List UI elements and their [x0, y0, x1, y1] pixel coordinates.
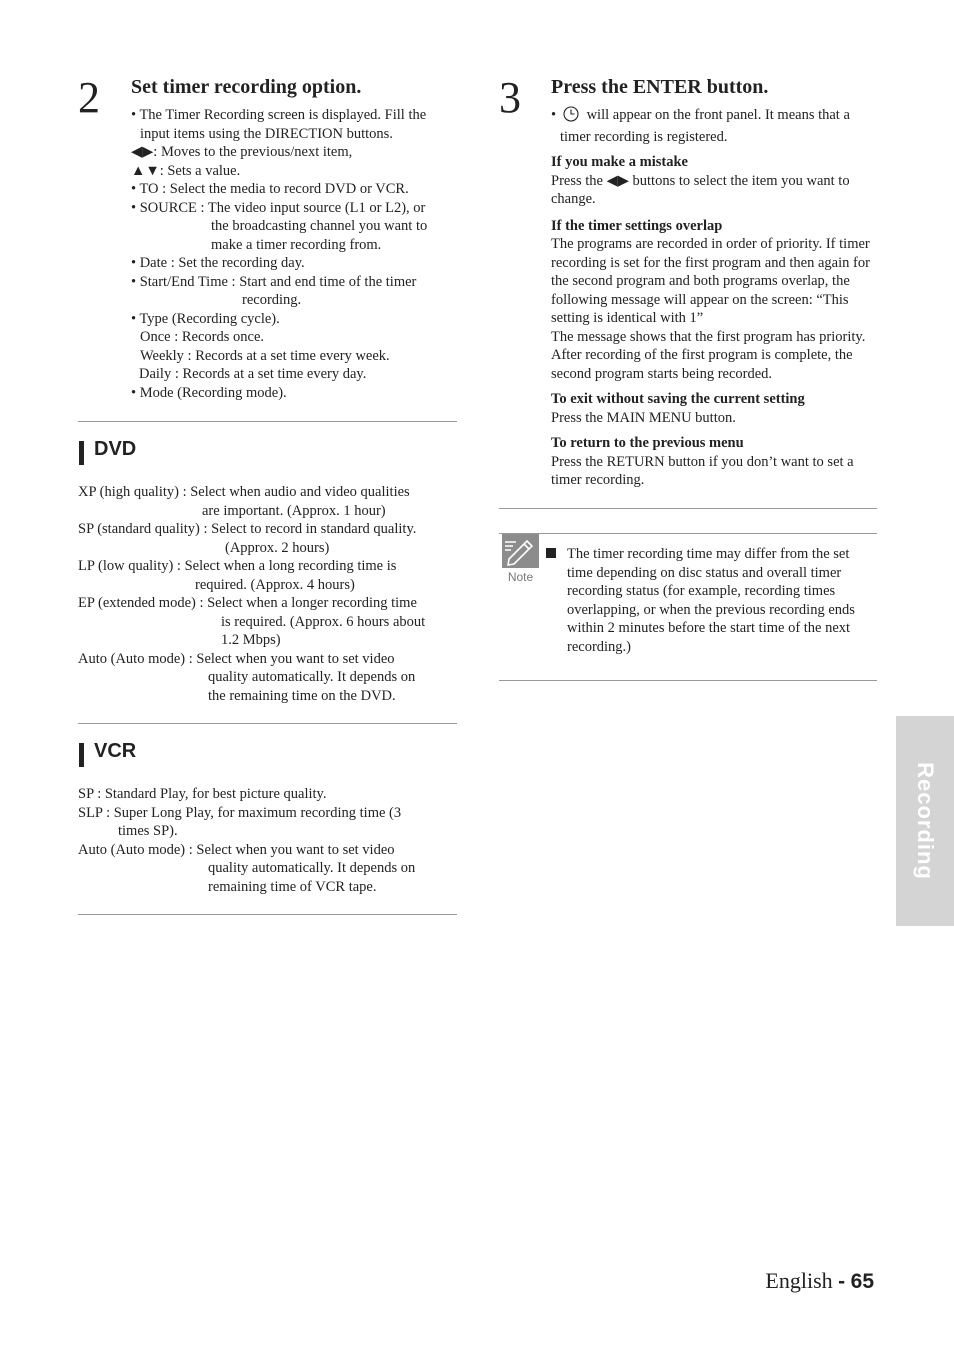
text-line: • will appear on the front panel. It means that a [551, 106, 881, 128]
text-line: EP (extended mode) : Select when a longer recording time [78, 595, 417, 611]
section-marker [79, 441, 84, 465]
text-line: • Type (Recording cycle). [131, 310, 280, 327]
text-line: Press the ◀▶ buttons to select the item you want to [551, 172, 850, 189]
text-line: second program starts being recorded. [551, 365, 773, 382]
text-line: Weekly : Records at a set time every week. [140, 347, 390, 364]
text-line: following message will appear on the screen: “This [551, 291, 849, 308]
text-line: After recording of the first program is complete, the [551, 347, 853, 363]
divider [499, 680, 877, 681]
step2-instructions [131, 106, 461, 402]
text-line: The programs are recorded in order of priority. If timer [551, 236, 870, 252]
text-line: Press the MAIN MENU button. [551, 409, 736, 426]
text-line: within 2 minutes before the start time of the next [567, 620, 851, 636]
text-line: • Mode (Recording mode). [131, 384, 287, 401]
clock-icon [563, 106, 579, 128]
text-line: ◀▶: Moves to the previous/next item, [131, 144, 353, 160]
text-line: Press the RETURN button if you don’t want to set a [551, 453, 854, 470]
subheading: If you make a mistake [551, 154, 688, 170]
text-line: timer recording is registered. [560, 128, 728, 145]
divider [499, 533, 877, 534]
text-line: is required. (Approx. 6 hours about [221, 613, 426, 630]
text-line: ▲▼: Sets a value. [131, 162, 241, 179]
subheading: To exit without saving the current setting [551, 391, 805, 407]
step-number: 3 [499, 73, 521, 122]
text-line: timer recording. [551, 472, 645, 488]
chapter-tab-label: Recording [913, 762, 938, 880]
text-line: (Approx. 2 hours) [225, 539, 330, 556]
text-line: The timer recording time may differ from the set [567, 546, 850, 562]
text-line: • Date : Set the recording day. [131, 255, 305, 271]
text-line: the second program and both programs overlap, the [551, 273, 850, 289]
text-line: Daily : Records at a set time every day. [139, 366, 367, 382]
text-line: overlapping, or when the previous recording ends [567, 601, 855, 618]
text-line: times SP). [118, 823, 178, 839]
text-line: the broadcasting channel you want to [211, 218, 428, 234]
text-line: LP (low quality) : Select when a long recording time is [78, 558, 397, 574]
text-line: setting is identical with 1” [551, 310, 704, 326]
text-line: remaining time of VCR tape. [208, 878, 377, 895]
step-number: 2 [78, 73, 100, 122]
text-line: the remaining time on the DVD. [208, 687, 396, 704]
section-marker [79, 743, 84, 767]
footer-language: English [765, 1268, 833, 1293]
note-label: Note [507, 570, 534, 584]
text-line: XP (high quality) : Select when audio and video qualities [78, 484, 410, 500]
text-line: Once : Records once. [140, 329, 265, 345]
note-text [567, 545, 867, 656]
step-title: Press the ENTER button. [551, 76, 769, 98]
text-line: 1.2 Mbps) [221, 632, 281, 648]
text-line: SP (standard quality) : Select to record in standard quality. [78, 521, 417, 537]
subheading: If the timer settings overlap [551, 217, 723, 234]
text-line: SLP : Super Long Play, for maximum recording time (3 [78, 804, 402, 821]
footer-separator: - [838, 1270, 846, 1293]
section-title-vcr: VCR [94, 740, 137, 762]
divider [78, 723, 457, 724]
text-line: input items using the DIRECTION buttons. [140, 125, 393, 142]
text-line: quality automatically. It depends on [208, 860, 416, 876]
text-line: change. [551, 191, 596, 207]
square-bullet-icon [546, 548, 556, 558]
chapter-side-tab [896, 716, 954, 926]
divider [78, 914, 457, 915]
panel-message: will appear on the front panel. It means that a [586, 107, 850, 123]
page-number: 65 [850, 1270, 874, 1293]
step-title: Set timer recording option. [131, 76, 362, 98]
text-line: Auto (Auto mode) : Select when you want to set video [78, 841, 395, 858]
text-line: • Start/End Time : Start and end time of the timer [131, 273, 417, 290]
text-line: The message shows that the first program has priority. [551, 328, 866, 345]
text-line: make a timer recording from. [211, 236, 382, 253]
text-line: time depending on disc status and overall timer [567, 564, 842, 581]
divider [78, 421, 457, 422]
text-line: SP : Standard Play, for best picture quality. [78, 786, 327, 802]
text-line: quality automatically. It depends on [208, 669, 416, 685]
subheading: To return to the previous menu [551, 435, 744, 451]
vcr-modes [78, 785, 458, 896]
step3-instructions [551, 106, 881, 490]
text-line: required. (Approx. 4 hours) [195, 576, 355, 593]
page-footer [765, 1268, 874, 1294]
text-line: • SOURCE : The video input source (L1 or L2), or [131, 199, 426, 216]
text-line: recording.) [567, 638, 632, 655]
section-title-dvd: DVD [94, 438, 137, 460]
note-pencil-icon [502, 534, 539, 568]
text-line: recording is set for the first program and then again for [551, 254, 870, 271]
text-line: recording. [242, 292, 302, 308]
text-line: • The Timer Recording screen is displayed. Fill the [131, 107, 427, 123]
text-line: Auto (Auto mode) : Select when you want to set video [78, 650, 395, 667]
divider [499, 508, 877, 509]
text-line: recording status (for example, recording times [567, 583, 836, 599]
text-line: are important. (Approx. 1 hour) [202, 502, 386, 519]
text-line: • TO : Select the media to record DVD or VCR. [131, 181, 409, 197]
dvd-modes [78, 483, 458, 705]
